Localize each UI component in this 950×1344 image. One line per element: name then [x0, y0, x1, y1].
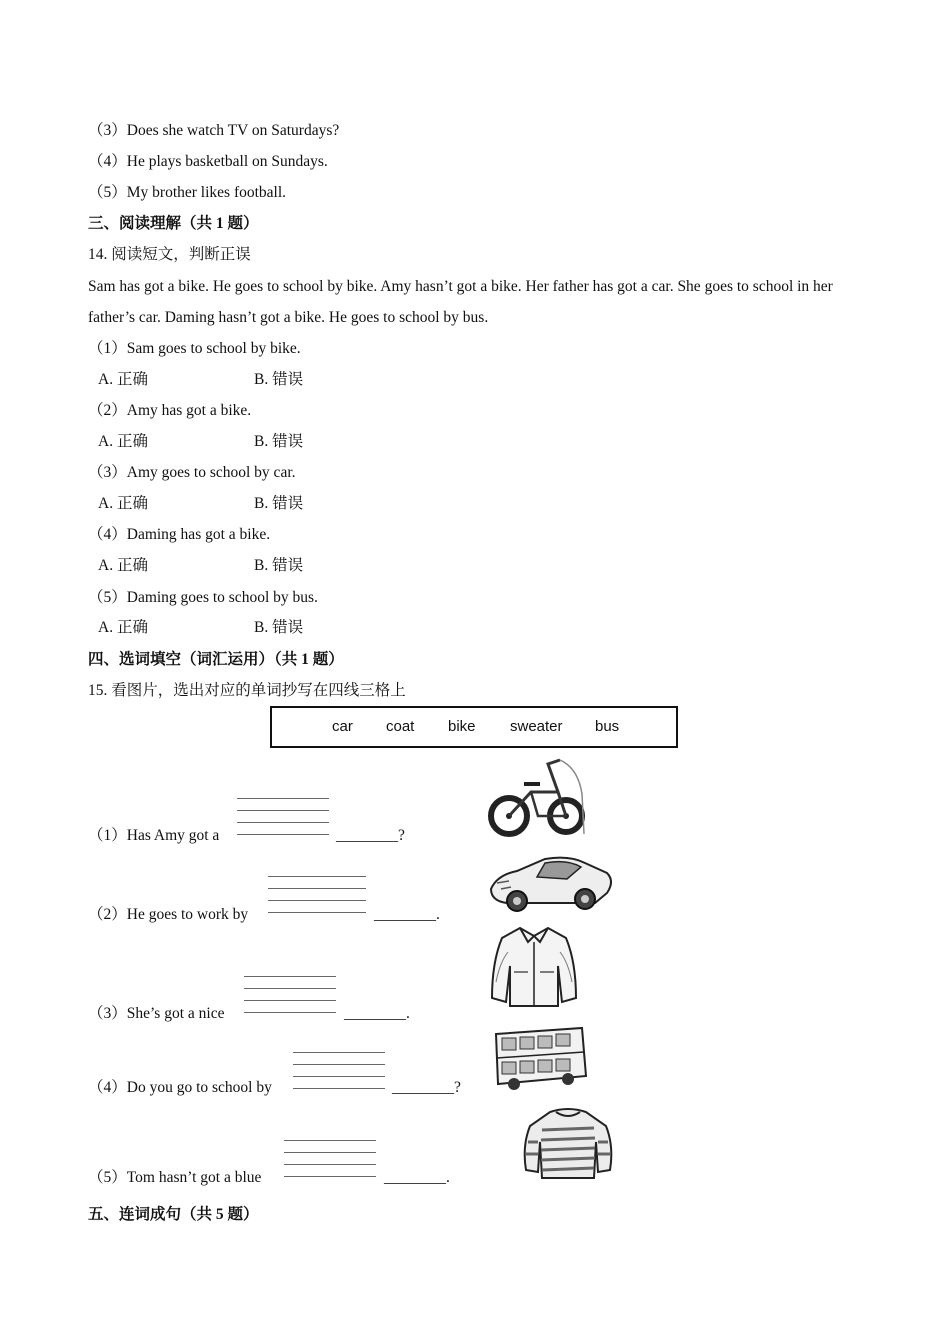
option-b[interactable]: B. 错误	[254, 433, 304, 450]
option-a[interactable]: A. 正确	[98, 433, 148, 450]
prev-item-5: （5）My brother likes football.	[88, 184, 287, 201]
fill-item-3-prompt: （3）She’s got a nice	[88, 1005, 225, 1022]
four-line-grid[interactable]	[284, 1140, 376, 1180]
question-15-title: 15. 看图片，选出对应的单词抄写在四线三格上	[88, 682, 406, 699]
question-14-title: 14. 阅读短文，判断正误	[88, 246, 251, 263]
reading-item-3: （3）Amy goes to school by car.	[88, 464, 296, 481]
option-b[interactable]: B. 错误	[254, 619, 304, 636]
option-a[interactable]: A. 正确	[98, 557, 148, 574]
answer-blank[interactable]: ________.	[374, 906, 440, 923]
word-bank-word: bus	[595, 718, 620, 735]
four-line-grid[interactable]	[268, 876, 366, 916]
word-bank-word: bike	[448, 718, 476, 735]
answer-blank[interactable]: ________.	[384, 1169, 450, 1186]
bike-picture	[486, 754, 592, 840]
answer-blank[interactable]: ________.	[344, 1005, 410, 1022]
option-a[interactable]: A. 正确	[98, 619, 148, 636]
bus-picture	[492, 1026, 590, 1092]
coat-picture	[488, 922, 580, 1008]
answer-blank[interactable]: ________?	[336, 827, 405, 844]
word-bank-box	[270, 706, 678, 748]
option-b[interactable]: B. 错误	[254, 495, 304, 512]
fill-item-2-prompt: （2）He goes to work by	[88, 906, 249, 923]
section4-heading: 四、选词填空（词汇运用）（共 1 题）	[88, 651, 344, 668]
option-b[interactable]: B. 错误	[254, 557, 304, 574]
four-line-grid[interactable]	[293, 1052, 385, 1092]
four-line-grid[interactable]	[244, 976, 336, 1016]
option-a[interactable]: A. 正确	[98, 371, 148, 388]
option-a[interactable]: A. 正确	[98, 495, 148, 512]
word-bank-word: car	[332, 718, 353, 735]
reading-item-4: （4）Daming has got a bike.	[88, 526, 271, 543]
reading-passage: Sam has got a bike. He goes to school by bike. Amy hasn’t got a bike. Her father has got a car. She goes to school in her father’s car. Daming hasn’t got a bike. He goes to school by bus.	[88, 278, 833, 326]
fill-item-4-prompt: （4）Do you go to school by	[88, 1079, 272, 1096]
four-line-grid[interactable]	[237, 798, 329, 838]
prev-item-3: （3）Does she watch TV on Saturdays?	[88, 122, 340, 139]
sweater-picture	[520, 1106, 616, 1182]
prev-item-4: （4）He plays basketball on Sundays.	[88, 153, 328, 170]
reading-item-1: （1）Sam goes to school by bike.	[88, 340, 301, 357]
section5-heading: 五、连词成句（共 5 题）	[88, 1206, 259, 1223]
reading-item-2: （2）Amy has got a bike.	[88, 402, 252, 419]
word-bank-word: coat	[386, 718, 415, 735]
word-bank-word: sweater	[510, 718, 563, 735]
car-picture	[487, 853, 615, 915]
section3-heading: 三、阅读理解（共 1 题）	[88, 215, 259, 232]
fill-item-1-prompt: （1）Has Amy got a	[88, 827, 220, 844]
option-b[interactable]: B. 错误	[254, 371, 304, 388]
fill-item-5-prompt: （5）Tom hasn’t got a blue	[88, 1169, 262, 1186]
answer-blank[interactable]: ________?	[392, 1079, 461, 1096]
reading-item-5: （5）Daming goes to school by bus.	[88, 589, 318, 606]
